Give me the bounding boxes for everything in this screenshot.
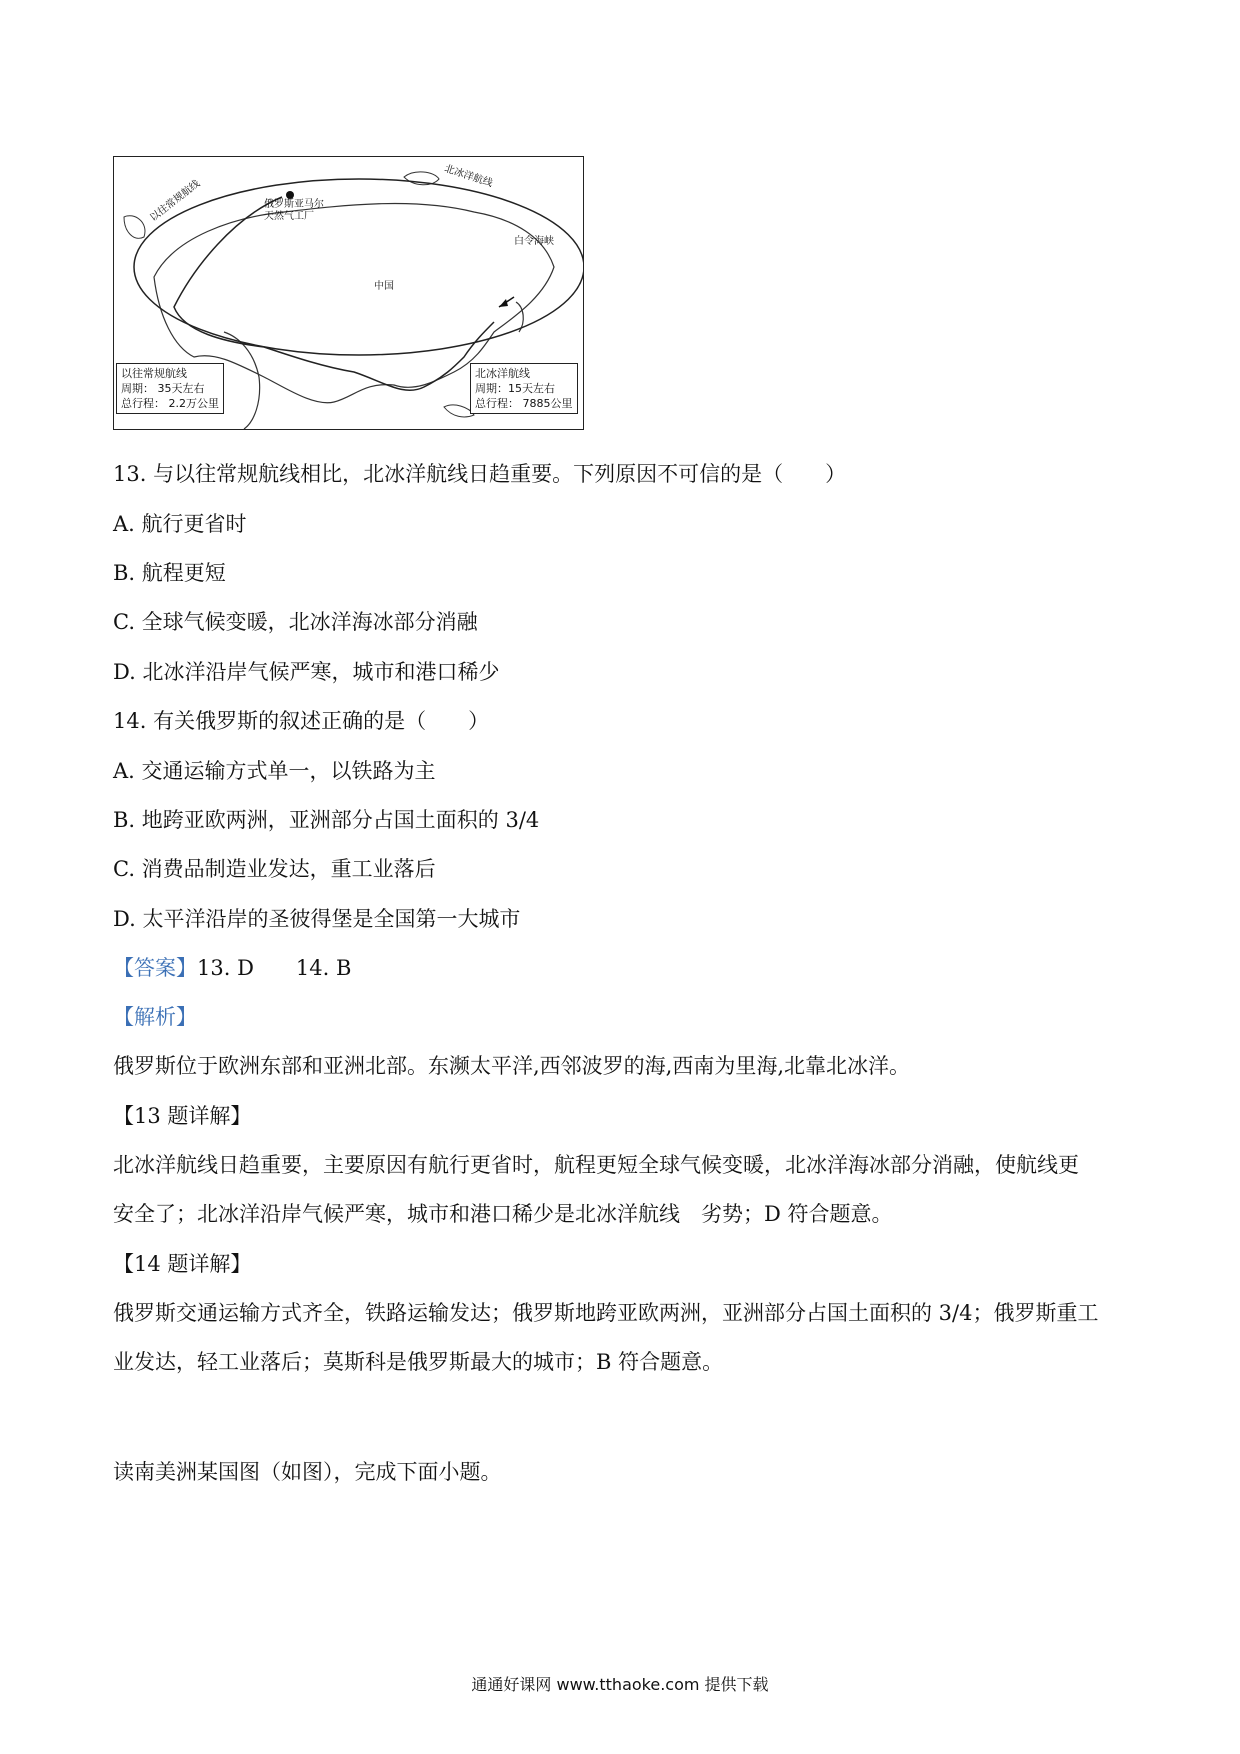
legend-normal-distance: 总行程： 2.2万公里 <box>121 397 219 410</box>
bering-label: 白令海峡 <box>514 236 554 247</box>
q13-option-b: B. 航程更短 <box>113 561 226 585</box>
legend-arctic-route <box>470 363 578 414</box>
route-map-figure <box>113 156 584 430</box>
q14-option-b: B. 地跨亚欧两洲，亚洲部分占国土面积的 3/4 <box>113 808 540 832</box>
normal-route-label: 以往常规航线 <box>148 178 203 224</box>
q13-detail-line1: 北冰洋航线日趋重要，主要原因有航行更省时，航程更短全球气候变暖，北冰洋海冰部分消融，使航线更 <box>113 1153 1079 1177</box>
q14-option-a: A. 交通运输方式单一，以铁路为主 <box>113 759 436 783</box>
arctic-route-label: 北冰洋航线 <box>442 163 494 190</box>
answer-text: 13. D 14. B <box>197 956 352 980</box>
legend-arctic-period: 周期：15天左右 <box>475 382 555 395</box>
answer-line <box>113 954 351 982</box>
legend-normal-title: 以往常规航线 <box>121 367 187 380</box>
q14-option-c: C. 消费品制造业发达，重工业落后 <box>113 857 436 881</box>
q13-detail-title: 【13 题详解】 <box>113 1104 252 1128</box>
legend-normal-period: 周期： 35天左右 <box>121 382 205 395</box>
q13-option-d: D. 北冰洋沿岸气候严寒，城市和港口稀少 <box>113 660 500 684</box>
q13-option-a: A. 航行更省时 <box>113 512 247 536</box>
analysis-tag: 【解析】 <box>113 1005 197 1029</box>
q14-detail-title: 【14 题详解】 <box>113 1252 252 1276</box>
china-label: 中国 <box>374 281 394 292</box>
q14-stem: 14. 有关俄罗斯的叙述正确的是（ ） <box>113 709 490 733</box>
q13-option-c: C. 全球气候变暖，北冰洋海冰部分消融 <box>113 610 478 634</box>
q14-option-d: D. 太平洋沿岸的圣彼得堡是全国第一大城市 <box>113 907 521 931</box>
q13-detail-line2: 安全了；北冰洋沿岸气候严寒，城市和港口稀少是北冰洋航线 劣势；D 符合题意。 <box>113 1202 893 1226</box>
legend-arctic-distance: 总行程： 7885公里 <box>475 397 573 410</box>
legend-normal-route <box>116 363 224 414</box>
answer-tag: 【答案】 <box>113 956 197 980</box>
legend-arctic-title: 北冰洋航线 <box>475 367 530 380</box>
next-question-prompt: 读南美洲某国图（如图），完成下面小题。 <box>113 1460 502 1484</box>
analysis-intro: 俄罗斯位于欧洲东部和亚洲北部。东濒太平洋,西邻波罗的海,西南为里海,北靠北冰洋。 <box>113 1054 911 1078</box>
plant-label: 俄罗斯亚马尔 天然气工厂 <box>264 199 324 222</box>
page-footer: 通通好课网 www.tthaoke.com 提供下载 <box>471 1675 769 1694</box>
q14-detail-line1: 俄罗斯交通运输方式齐全，铁路运输发达；俄罗斯地跨亚欧两洲，亚洲部分占国土面积的 3/4；俄罗斯重工 <box>113 1301 1099 1325</box>
q14-detail-line2: 业发达，轻工业落后；莫斯科是俄罗斯最大的城市；B 符合题意。 <box>113 1350 724 1374</box>
q13-stem: 13. 与以往常规航线相比，北冰洋航线日趋重要。下列原因不可信的是（ ） <box>113 462 847 486</box>
